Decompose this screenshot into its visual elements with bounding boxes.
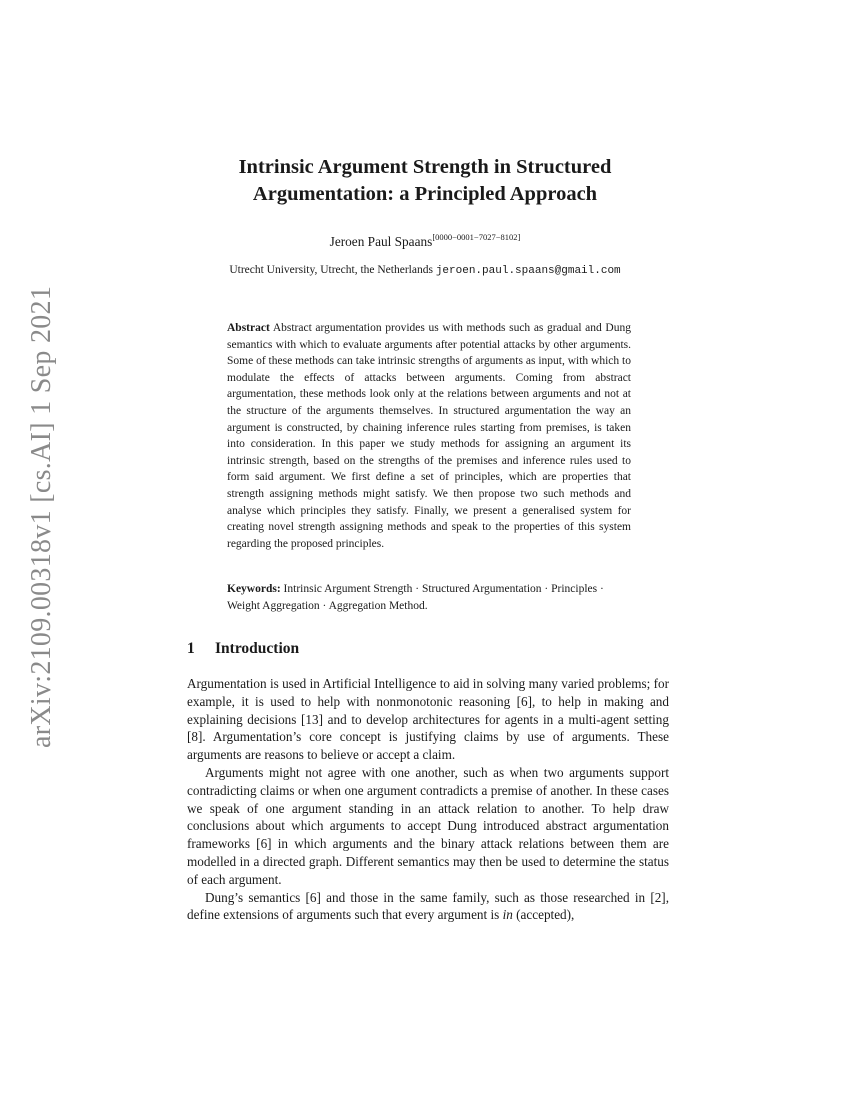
paragraph-3-text-end: (accepted), [512,907,575,923]
paragraph-3 [187,889,669,925]
affiliation-line [150,264,700,277]
paragraph-2: Arguments might not agree with one another, such as when two arguments support contradicting claims or when one argument contradicts a premise of another. In these cases we speak of one argument standing in an attack relation to another. To help draw conclusions about which arguments to accept Dung introduced abstract argumentation frameworks [6] in which arguments and the binary attack relations between them are modelled in a directed graph. Different semantics may then be used to determine the status of each argument. [187,764,669,887]
paragraph-1: Argumentation is used in Artificial Intelligence to aid in solving many varied problems; for example, it is used to help with nonmonotonic reasoning [6], to help in making and explaining decisions [13] and to develop architectures for agents in a multi-agent setting [8]. Argumentation’s core concept is justifying claims by use of arguments. These arguments are reasons to believe or accept a claim. [187,676,669,763]
section-number: 1 [187,640,195,657]
author-orcid: [0000−0001−7027−8102] [432,232,521,242]
abstract-text: Abstract argumentation provides us with methods such as gradual and Dung semantics with which to evaluate arguments after potential attacks by other arguments. Some of these methods can take intrinsic strengths of arguments as input, with which to modulate the effects of attacks between arguments. Coming from abstract argumentation, these methods look only at the relations between arguments and not at the structure of the arguments themselves. In structured argumentation the way an argument is constructed, by chaining inference rules starting from premises, is taken into consideration. In this paper we study methods for assigning an argument its intrinsic strength, based on the strengths of the premises and inference rules used to form said argument. We first define a set of principles, which are properties that strength assigning methods might satisfy. We then propose two such methods and analyse which principles they satisfy. Finally, we present a generalised system for creating novel strength assigning methods and speak to the properties of this system regarding the proposed principles. [227,322,631,550]
affiliation: Utrecht University, Utrecht, the Netherlands [229,264,433,276]
paragraph-3-emphasis: in [502,907,513,923]
keywords-text: Intrinsic Argument Strength · Structured Argumentation · Principles · Weight Aggregation · Aggregation Method. [227,583,604,612]
arxiv-identifier-stamp: arXiv:2109.00318v1 [cs.AI] 1 Sep 2021 [26,285,57,748]
author-email: jeroen.paul.spaans@gmail.com [435,265,621,277]
title-line-1: Intrinsic Argument Strength in Structured [238,156,612,178]
keywords-label: Keywords: [227,583,281,595]
author-line [150,232,700,250]
section-heading-introduction [187,640,667,658]
section-title: Introduction [215,640,300,657]
paper-title [150,154,700,208]
title-line-2: Argumentation: a Principled Approach [252,183,598,205]
author-name: Jeroen Paul Spaans [329,234,433,249]
abstract [227,320,631,552]
paragraph-3-text-start: Dung’s semantics [6] and those in the same family, such as those researched in [2], define extensions of arguments such that every argument is [187,889,669,923]
keywords [227,581,631,614]
introduction-body [187,675,669,924]
abstract-label: Abstract [227,322,270,334]
